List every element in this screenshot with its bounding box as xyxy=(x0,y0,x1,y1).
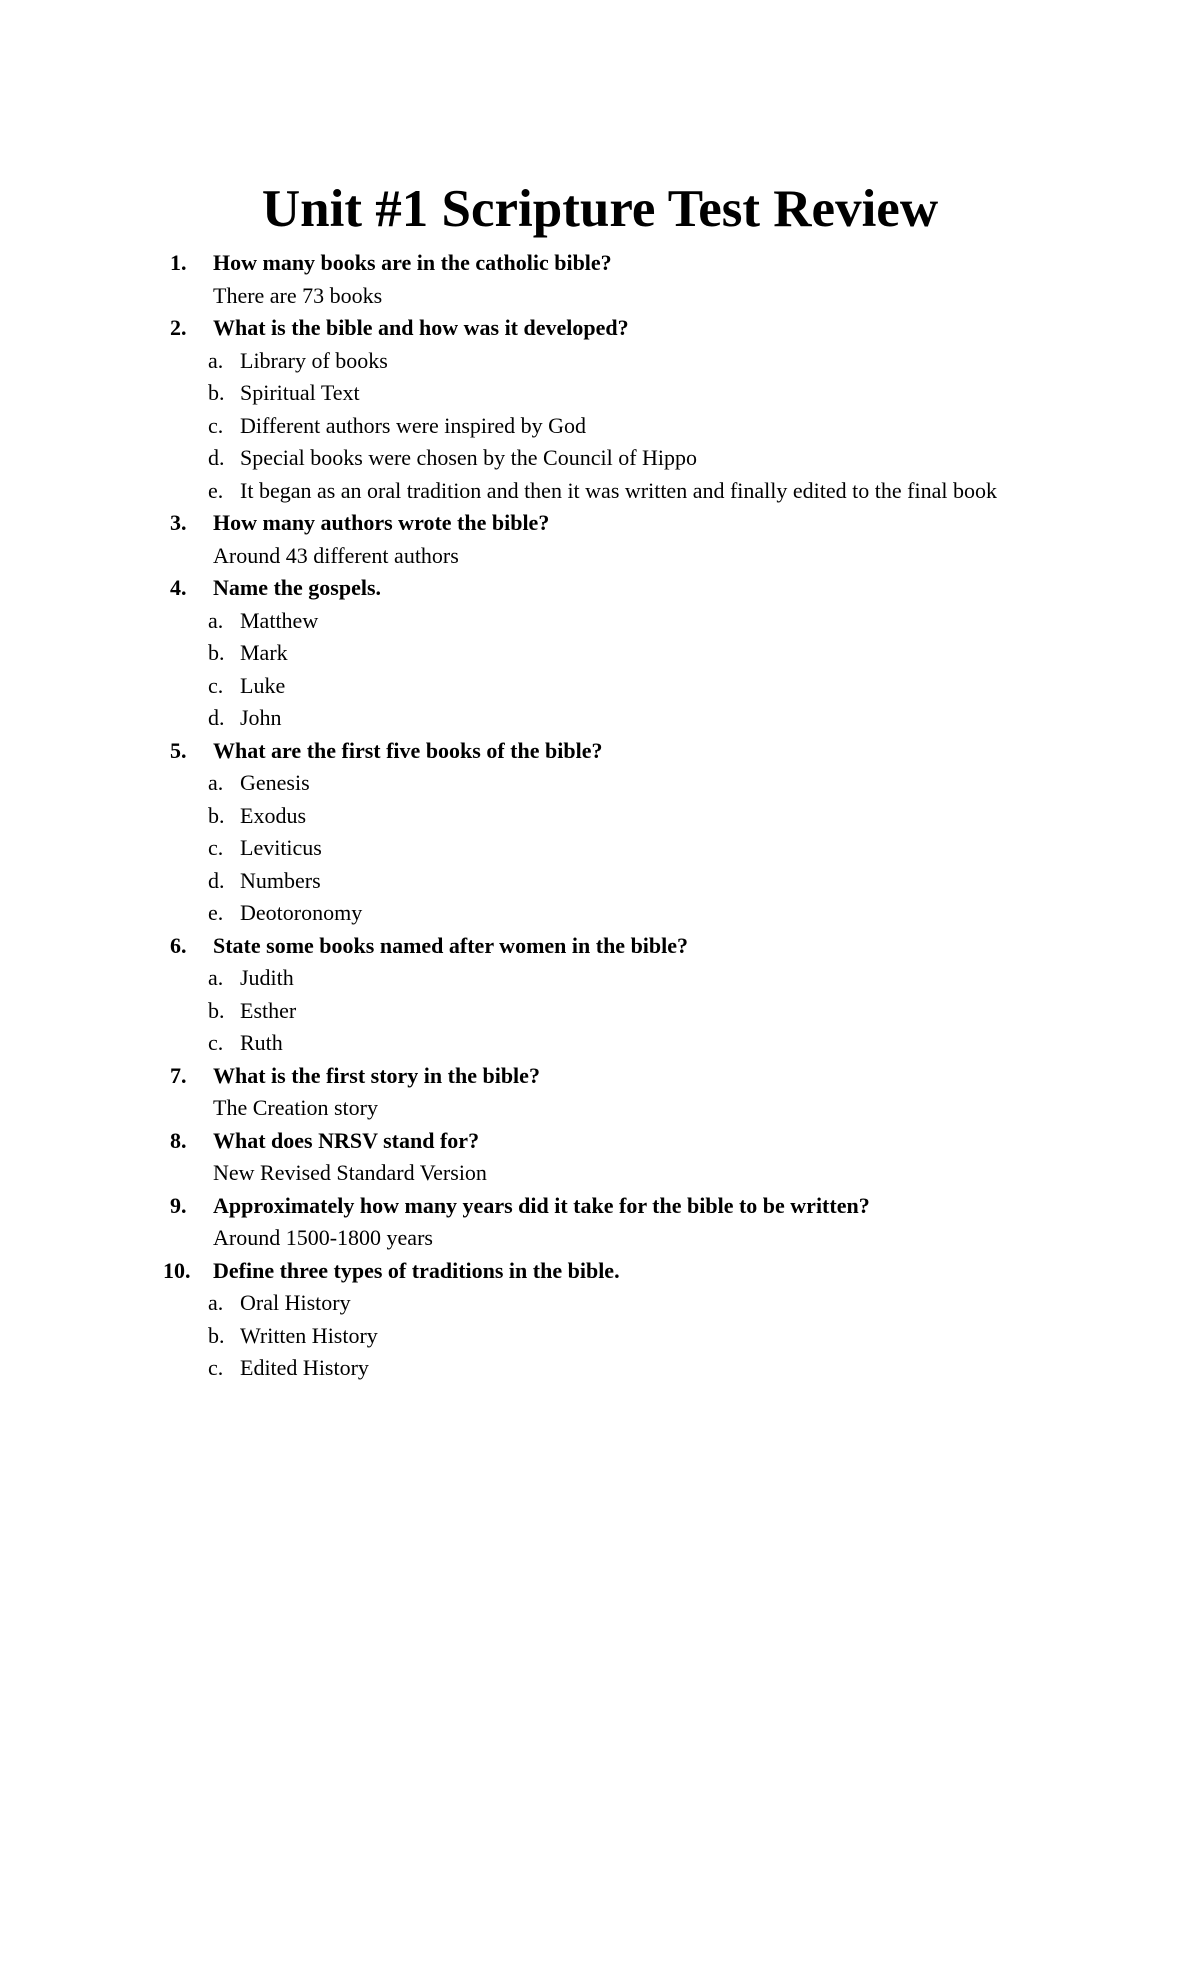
subitem-label: c. xyxy=(208,1355,224,1380)
subitem-label: b. xyxy=(208,802,225,828)
subitem-label: a. xyxy=(208,770,224,795)
question-item xyxy=(170,1060,1070,1125)
question-text: What is the first story in the bible? xyxy=(213,1062,540,1088)
answer-subitem xyxy=(170,702,1070,735)
subitem-text: Leviticus xyxy=(240,835,322,860)
subitem-label: e. xyxy=(208,477,224,503)
subitem-label: a. xyxy=(208,607,224,633)
subitem-text: Edited History xyxy=(240,1355,369,1380)
answer-subitem xyxy=(170,865,1070,898)
subitem-label: d. xyxy=(208,705,225,730)
subitem-text: Library of books xyxy=(240,347,388,373)
answer-sublist xyxy=(170,345,1070,508)
question-list xyxy=(163,247,1070,1385)
subitem-text: Spiritual Text xyxy=(240,380,360,405)
page-title: Unit #1 Scripture Test Review xyxy=(261,179,939,238)
subitem-text: John xyxy=(240,705,282,730)
answer-subitem xyxy=(170,475,1070,508)
question-number: 2. xyxy=(170,315,187,340)
question-item xyxy=(170,735,1070,768)
answer-subitem xyxy=(170,377,1070,410)
question-number: 10. xyxy=(163,1257,191,1283)
subitem-label: c. xyxy=(208,412,224,438)
answer-subitem xyxy=(170,1287,1070,1320)
question-number: 3. xyxy=(170,510,187,535)
subitem-text: Oral History xyxy=(240,1290,351,1315)
question-text: Approximately how many years did it take for the bible to be written? xyxy=(213,1192,870,1218)
answer-text: Around 43 different authors xyxy=(213,542,459,568)
subitem-label: b. xyxy=(208,380,225,405)
question-item xyxy=(170,247,1070,312)
subitem-text: Special books were chosen by the Council of Hippo xyxy=(240,445,698,470)
subitem-label: b. xyxy=(208,640,225,665)
answer-subitem xyxy=(170,1027,1070,1060)
answer-subitem xyxy=(170,897,1070,930)
answer-subitem xyxy=(170,345,1070,378)
question-item xyxy=(163,1255,1070,1288)
question-text: Define three types of traditions in the bible. xyxy=(213,1257,620,1283)
answer-subitem xyxy=(170,995,1070,1028)
subitem-text: Esther xyxy=(240,997,297,1023)
subitem-text: Different authors were inspired by God xyxy=(240,412,586,438)
answer-text: Around 1500-1800 years xyxy=(213,1225,433,1250)
subitem-text: Genesis xyxy=(240,770,310,795)
question-item xyxy=(170,1125,1070,1190)
question-text: How many books are in the catholic bible? xyxy=(213,250,612,275)
answer-text: The Creation story xyxy=(213,1095,378,1120)
subitem-text: Judith xyxy=(240,965,294,990)
question-text: What is the bible and how was it developed? xyxy=(213,315,629,340)
answer-text: New Revised Standard Version xyxy=(213,1160,487,1185)
answer-subitem xyxy=(170,442,1070,475)
question-text: How many authors wrote the bible? xyxy=(213,510,550,535)
answer-subitem xyxy=(170,800,1070,833)
subitem-text: Luke xyxy=(240,672,286,698)
question-item xyxy=(170,1190,1070,1255)
subitem-label: e. xyxy=(208,900,224,925)
answer-sublist xyxy=(170,605,1070,735)
subitem-text: Deotoronomy xyxy=(240,900,363,925)
subitem-label: c. xyxy=(208,1030,224,1055)
question-item xyxy=(170,572,1070,605)
answer-subitem xyxy=(170,832,1070,865)
subitem-label: c. xyxy=(208,835,224,860)
answer-subitem xyxy=(170,410,1070,443)
answer-subitem xyxy=(170,767,1070,800)
answer-text: There are 73 books xyxy=(213,282,383,308)
question-number: 7. xyxy=(170,1062,187,1088)
question-text: What does NRSV stand for? xyxy=(213,1127,480,1153)
subitem-text: Mark xyxy=(240,640,288,665)
question-number: 9. xyxy=(170,1192,187,1218)
question-number: 5. xyxy=(170,737,187,763)
subitem-text: Ruth xyxy=(240,1030,283,1055)
question-item xyxy=(170,930,1070,963)
answer-subitem xyxy=(170,670,1070,703)
subitem-label: a. xyxy=(208,347,224,373)
answer-subitem xyxy=(170,1320,1070,1353)
question-number: 4. xyxy=(170,575,187,600)
subitem-label: b. xyxy=(208,997,225,1023)
answer-sublist xyxy=(170,962,1070,1060)
answer-sublist xyxy=(170,1287,1070,1385)
subitem-label: b. xyxy=(208,1322,225,1348)
answer-subitem xyxy=(170,605,1070,638)
question-text: What are the first five books of the bible? xyxy=(213,737,603,763)
answer-subitem xyxy=(170,1352,1070,1385)
subitem-text: Numbers xyxy=(240,867,321,893)
subitem-label: d. xyxy=(208,445,225,470)
question-item xyxy=(170,507,1070,572)
question-item xyxy=(170,312,1070,345)
subitem-text: It began as an oral tradition and then it was written and finally edited to the final book xyxy=(240,477,997,503)
question-text: State some books named after women in the bible? xyxy=(213,932,689,958)
subitem-text: Exodus xyxy=(240,802,306,828)
question-number: 1. xyxy=(170,250,187,275)
subitem-label: a. xyxy=(208,965,224,990)
subitem-label: c. xyxy=(208,672,224,698)
subitem-label: d. xyxy=(208,867,225,893)
answer-subitem xyxy=(170,637,1070,670)
question-text: Name the gospels. xyxy=(213,575,382,600)
subitem-text: Matthew xyxy=(240,607,319,633)
subitem-label: a. xyxy=(208,1290,224,1315)
subitem-text: Written History xyxy=(240,1322,378,1348)
answer-sublist xyxy=(170,767,1070,930)
answer-subitem xyxy=(170,962,1070,995)
question-number: 6. xyxy=(170,932,187,958)
question-number: 8. xyxy=(170,1127,187,1153)
